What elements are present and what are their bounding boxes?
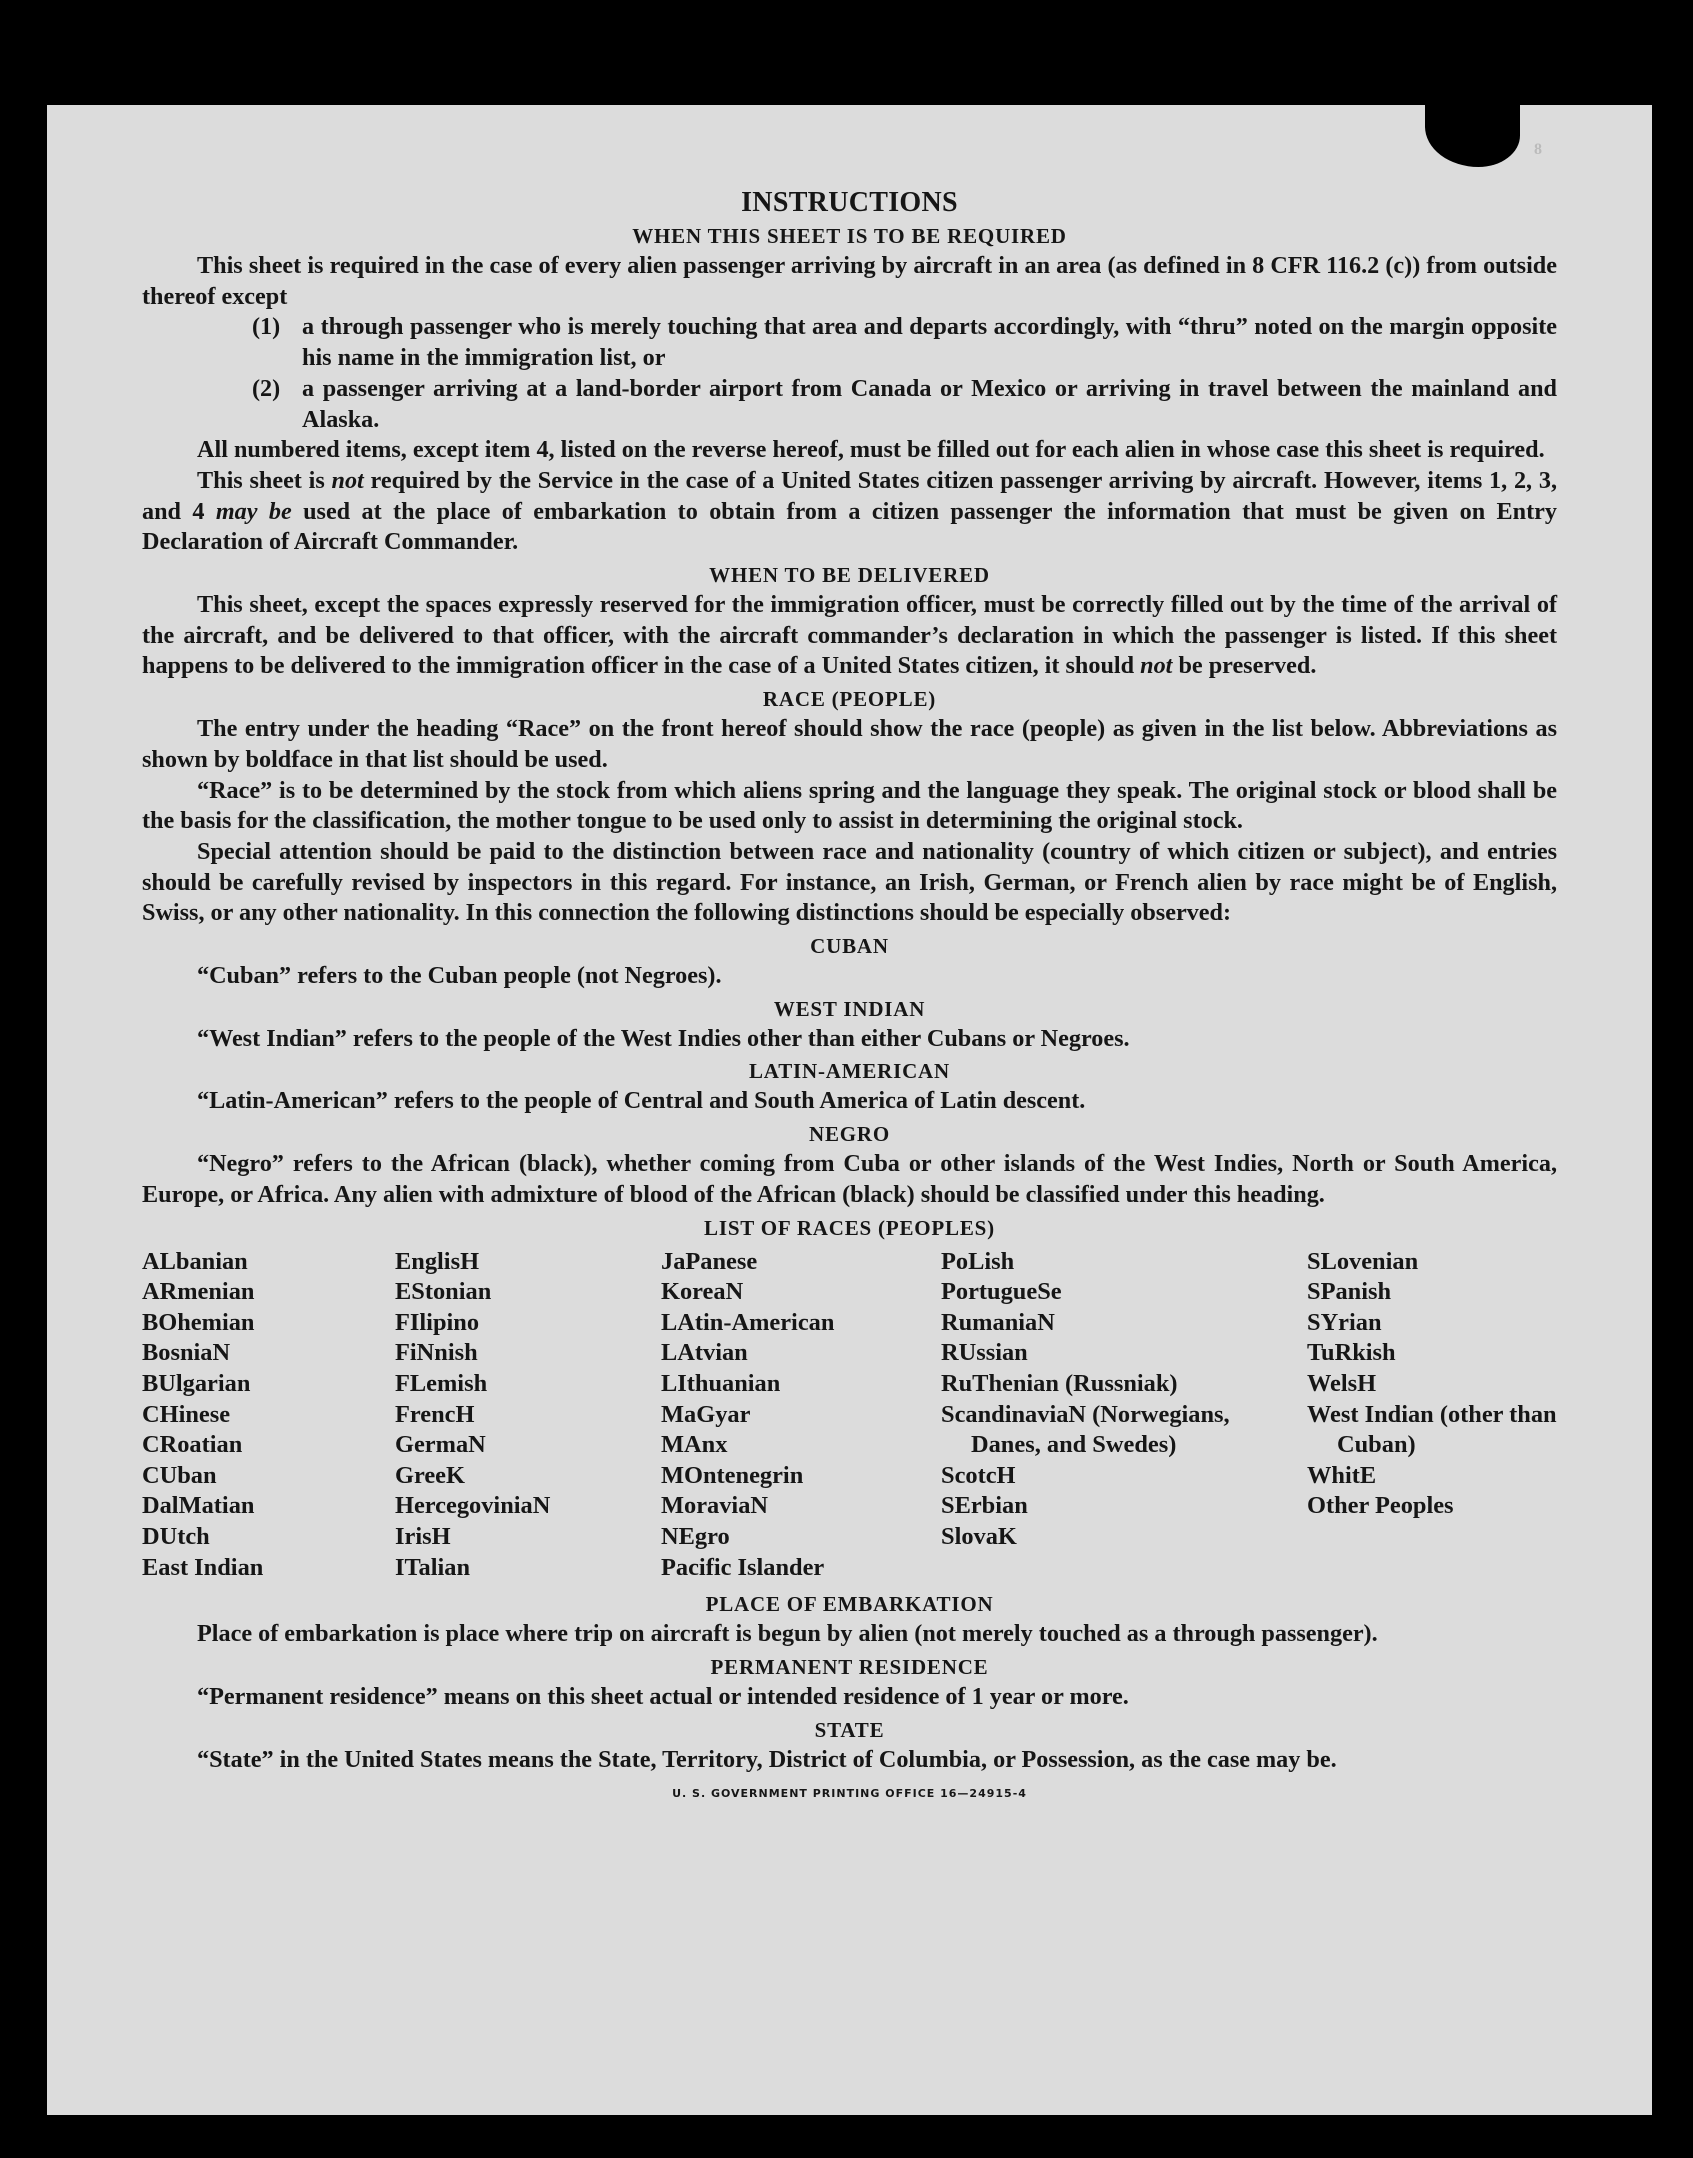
- race-entry: GreeK: [395, 1461, 465, 1489]
- race-entry: IrisH: [395, 1522, 451, 1550]
- race-entry: CUban: [142, 1461, 217, 1489]
- race-entry: MoraviaN: [661, 1492, 769, 1520]
- race-entry: KoreaN: [661, 1278, 744, 1306]
- delivered-not-emphasis: not: [1140, 652, 1173, 680]
- race-entry: TuRkish: [1307, 1339, 1396, 1367]
- citizen-not-emphasis: not: [331, 466, 364, 494]
- race-entry: WhitE: [1307, 1461, 1377, 1489]
- race-entry: JaPanese: [661, 1247, 758, 1275]
- race-entry: ALbanian: [142, 1247, 248, 1275]
- race-entry: East Indian: [142, 1553, 264, 1581]
- race-entry: WelsH: [1307, 1369, 1377, 1397]
- race-entry: West Indian (other than Cuban): [1307, 1400, 1557, 1459]
- heading-negro: NEGRO: [808, 1122, 890, 1147]
- negro-definition: “Negro” refers to the African (black), whether coming from Cuba or other islands of the West Indies, North or South America, Europe, or Africa. Any alien with admixture of blood of the African (black) should be classified under this heading.: [142, 1150, 1557, 1208]
- race-entry: BOhemian: [142, 1308, 255, 1336]
- race-entry: Other Peoples: [1307, 1492, 1454, 1520]
- race-entry: DalMatian: [142, 1492, 255, 1520]
- residence-definition: “Permanent residence” means on this sheet actual or intended residence of 1 year or more.: [197, 1682, 1129, 1710]
- heading-embarkation: PLACE OF EMBARKATION: [705, 1592, 994, 1617]
- heading-race-list: LIST OF RACES (PEOPLES): [704, 1215, 995, 1240]
- race-entry: ARmenian: [142, 1278, 255, 1306]
- race-paragraph-3: Special attention should be paid to the distinction between race and nationality (country of which citizen or subject), and entries should be carefully revised by inspectors in this regard. For instance, an Irish, German, or French alien by race might be of English, Swiss, or any other nationality. In this connection the following distinctions should be especially observed:: [142, 837, 1557, 927]
- race-entry: ITalian: [395, 1553, 471, 1581]
- embarkation-definition: Place of embarkation is place where trip on aircraft is begun by alien (not merely touched as a through passenger).: [197, 1620, 1378, 1648]
- citizen-text-c: used at the place of embarkation to obtain from a citizen passenger the information that must be given on Entry Declaration of Aircraft Commander.: [142, 497, 1557, 556]
- race-entry: RuThenian (Russniak): [941, 1369, 1178, 1397]
- race-entry: LAtvian: [661, 1339, 748, 1367]
- race-entry: FiNnish: [395, 1339, 478, 1367]
- page-title: INSTRUCTIONS: [741, 187, 958, 218]
- race-entry: GermaN: [395, 1431, 486, 1459]
- race-entry: FIlipino: [395, 1308, 480, 1336]
- race-entry: FrencH: [395, 1400, 475, 1428]
- race-column-3: [661, 1247, 941, 1584]
- heading-west-indian: WEST INDIAN: [773, 996, 926, 1021]
- section-race: [142, 684, 1557, 929]
- section-required: [142, 221, 1557, 558]
- heading-residence: PERMANENT RESIDENCE: [710, 1654, 989, 1679]
- section-west-indian: [142, 994, 1557, 1055]
- race-entry: SErbian: [941, 1492, 1028, 1520]
- race-entry: CHinese: [142, 1400, 231, 1428]
- section-delivered: [142, 560, 1557, 682]
- race-entry: ScotcH: [941, 1461, 1016, 1489]
- race-entry: FLemish: [395, 1369, 488, 1397]
- race-entry: NEgro: [661, 1522, 730, 1550]
- race-entry: MOntenegrin: [661, 1461, 804, 1489]
- race-entry: ScandinaviaN (Norwegians, Danes, and Swedes): [941, 1400, 1230, 1459]
- exception-number: (2): [252, 374, 281, 402]
- race-entry: LIthuanian: [661, 1369, 781, 1397]
- citizen-paragraph: [142, 466, 1557, 558]
- heading-state: STATE: [814, 1717, 885, 1742]
- delivered-text-b: be preserved.: [1172, 652, 1317, 680]
- exception-item-1: [252, 312, 1557, 373]
- race-paragraph-2: “Race” is to be determined by the stock from which aliens spring and the language they speak. The original stock or blood shall be the basis for the classification, the mother tongue to be used only to assist in determining the original stock.: [142, 776, 1557, 835]
- heading-cuban: CUBAN: [810, 934, 889, 959]
- heading-required: WHEN THIS SHEET IS TO BE REQUIRED: [632, 224, 1067, 248]
- race-entry: HercegoviniaN: [395, 1492, 551, 1520]
- heading-latin-american: LATIN-AMERICAN: [749, 1059, 950, 1084]
- race-entry: SPanish: [1307, 1278, 1392, 1306]
- race-entry: EnglisH: [395, 1247, 480, 1275]
- required-numbered-items-paragraph: All numbered items, except item 4, listed on the reverse hereof, must be filled out for each alien in whose case this sheet is required.: [197, 436, 1545, 464]
- race-entry: Pacific Islander: [661, 1553, 825, 1581]
- race-entry: SLovenian: [1307, 1247, 1419, 1275]
- section-residence: [142, 1652, 1557, 1713]
- citizen-text-b: required by the Service in the case of a United States citizen passenger arriving by aircraft. However, items 1, 2, 3, and 4: [142, 466, 1557, 525]
- race-list-grid: [142, 1247, 1557, 1584]
- cuban-definition: “Cuban” refers to the Cuban people (not Negroes).: [197, 962, 722, 990]
- latin-american-definition: “Latin-American” refers to the people of Central and South America of Latin descent.: [197, 1087, 1086, 1115]
- race-entry: PortugueSe: [941, 1278, 1062, 1306]
- heading-race: RACE (PEOPLE): [762, 687, 937, 712]
- delivered-text-a: This sheet, except the spaces expressly reserved for the immigration officer, must be correctly filled out by the time of the arrival of the aircraft, and be delivered to that officer, with the aircraft commander’s declaration in which the passenger is listed. If this sheet happens to be delivered to the immigration officer in the case of a United States citizen, it should: [142, 591, 1557, 680]
- exception-text: a through passenger who is merely touching that area and departs accordingly, with “thru” noted on the margin opposite his name in the immigration list, or: [302, 313, 1557, 372]
- race-entry: RUssian: [941, 1339, 1028, 1367]
- exception-item-2: [252, 374, 1557, 435]
- race-entry: SYrian: [1307, 1308, 1382, 1336]
- race-entry: EStonian: [395, 1278, 492, 1306]
- race-entry: RumaniaN: [941, 1308, 1055, 1336]
- section-state: [142, 1715, 1557, 1776]
- race-entry: SlovaK: [941, 1522, 1017, 1550]
- race-entry: BUlgarian: [142, 1369, 251, 1397]
- race-column-4: [941, 1247, 1307, 1584]
- race-entry: DUtch: [142, 1522, 210, 1550]
- exception-text: a passenger arriving at a land-border airport from Canada or Mexico or arriving in travel between the mainland and Alaska.: [302, 374, 1557, 433]
- citizen-text-a: This sheet is: [197, 466, 332, 494]
- section-cuban: [142, 931, 1557, 992]
- required-intro: This sheet is required in the case of every alien passenger arriving by aircraft in an area (as defined in 8 CFR 116.2 (c)) from outside thereof except: [142, 252, 1557, 310]
- race-entry: BosniaN: [142, 1339, 231, 1367]
- race-entry: MaGyar: [661, 1400, 751, 1428]
- race-entry: PoLish: [941, 1247, 1015, 1275]
- race-column-2: [395, 1247, 659, 1584]
- race-column-1: [142, 1247, 395, 1584]
- race-entry: LAtin-American: [661, 1308, 835, 1336]
- west-indian-definition: “West Indian” refers to the people of the West Indies other than either Cubans or Negroes.: [197, 1024, 1130, 1052]
- delivered-paragraph: [142, 590, 1557, 682]
- race-column-5: [1307, 1247, 1577, 1584]
- heading-delivered: WHEN TO BE DELIVERED: [709, 563, 990, 588]
- section-negro: [142, 1119, 1557, 1210]
- citizen-maybe-emphasis: may be: [215, 497, 292, 525]
- section-race-list: [142, 1213, 1557, 1584]
- instruction-sheet: [47, 105, 1652, 2115]
- printing-office-footer: U. S. GOVERNMENT PRINTING OFFICE 16—24915-4: [672, 1787, 1027, 1801]
- race-paragraph-1: The entry under the heading “Race” on the front hereof should show the race (people) as given in the list below. Abbreviations as shown by boldface in that list should be used.: [142, 715, 1557, 773]
- section-embarkation: [142, 1589, 1557, 1650]
- section-latin-american: [142, 1056, 1557, 1117]
- race-entry: CRoatian: [142, 1431, 243, 1459]
- corner-page-mark: 8: [1534, 141, 1542, 158]
- race-entry: MAnx: [661, 1431, 728, 1459]
- exception-number: (1): [252, 313, 281, 341]
- state-definition: “State” in the United States means the State, Territory, District of Columbia, or Possession, as the case may be.: [197, 1745, 1337, 1773]
